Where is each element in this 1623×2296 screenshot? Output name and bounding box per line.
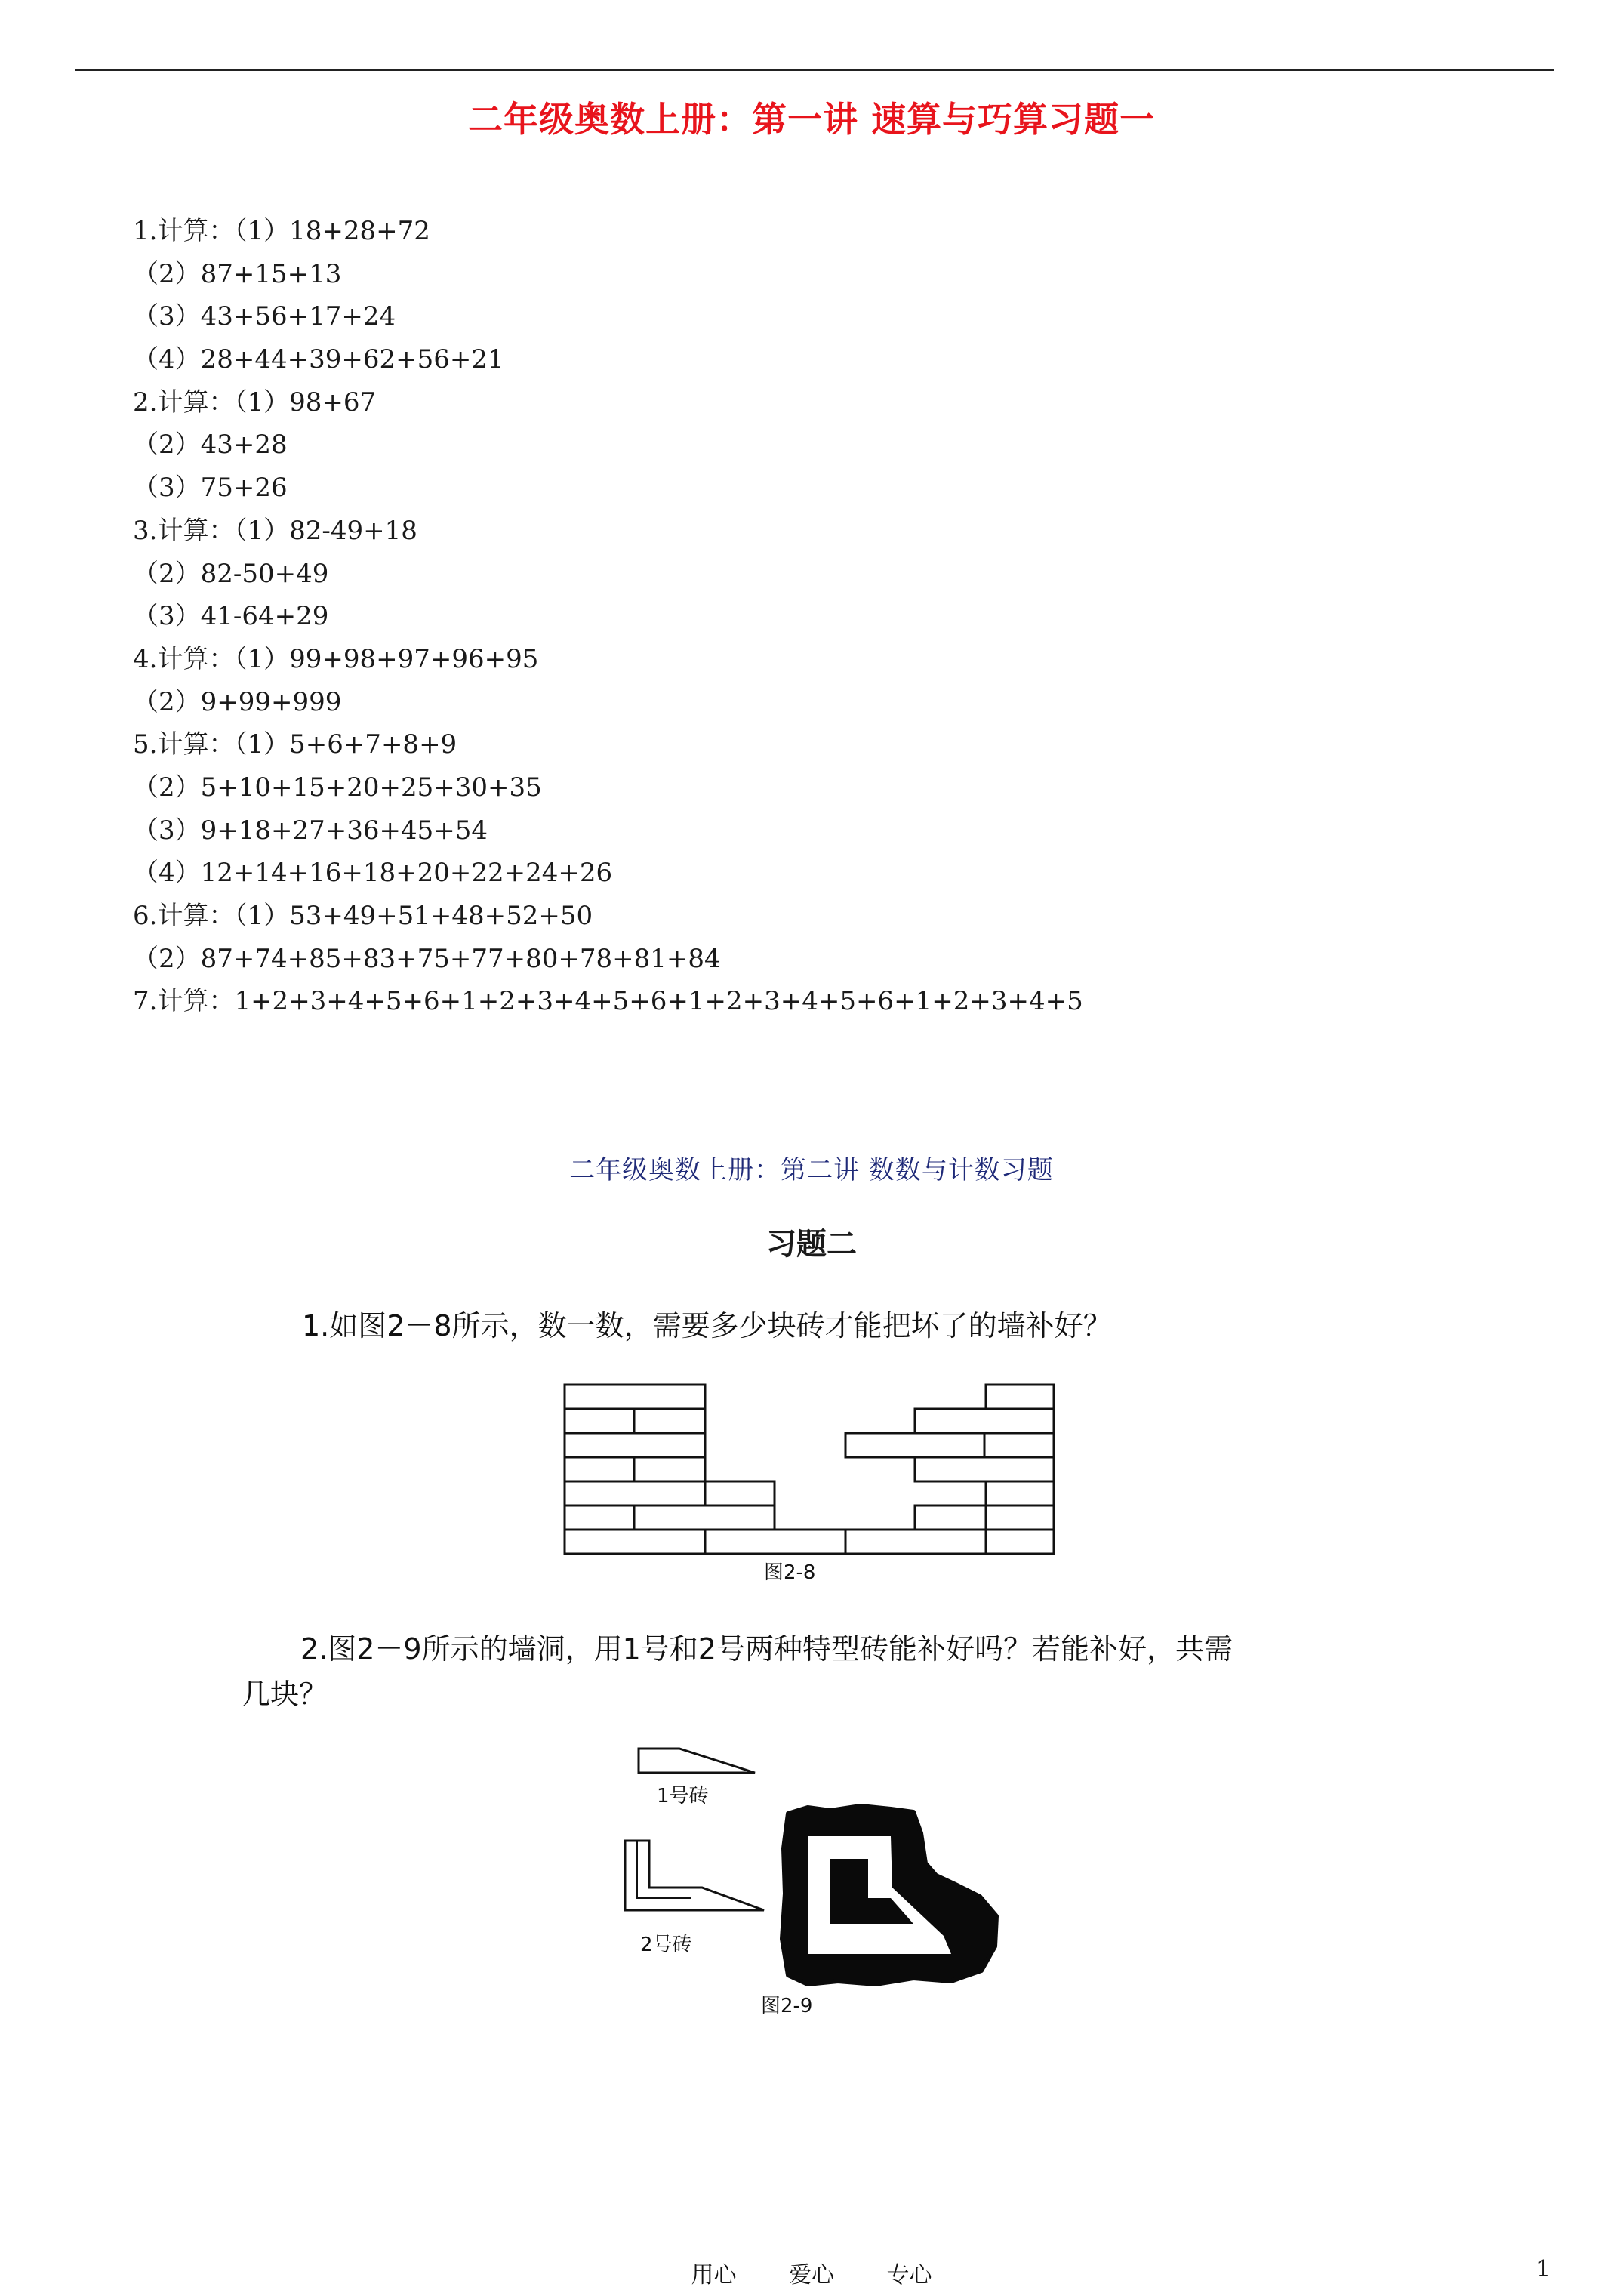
section2-title: 二年级奥数上册：第二讲 数数与计数习题 bbox=[569, 1155, 1054, 1185]
exercise-line: （4）28+44+39+62+56+21 bbox=[133, 344, 504, 375]
exercise-line: （2）82-50+49 bbox=[133, 558, 329, 589]
exercise-line: 7.计算：1+2+3+4+5+6+1+2+3+4+5+6+1+2+3+4+5+6+1+2+3+4+5 bbox=[133, 986, 1083, 1017]
footer-word: 用心 bbox=[691, 2262, 737, 2288]
exercise-line: 2.计算：（1）98+67 bbox=[133, 387, 377, 418]
footer-word: 爱心 bbox=[789, 2262, 834, 2288]
exercise-line: （4）12+14+16+18+20+22+24+26 bbox=[133, 858, 613, 889]
exercise-list bbox=[133, 210, 1083, 1023]
brick-2-label: 2号砖 bbox=[640, 1934, 692, 1956]
exercise-heading: 习题二 bbox=[766, 1227, 857, 1262]
brick-1-label: 1号砖 bbox=[657, 1785, 709, 1808]
exercise-line: 4.计算：（1）99+98+97+96+95 bbox=[133, 643, 539, 674]
figure-2-9-caption: 图2-9 bbox=[761, 1995, 813, 2017]
exercise-line: 3.计算：（1）82-49+18 bbox=[133, 515, 417, 546]
exercise-line: （2）43+28 bbox=[133, 430, 288, 461]
exercise-line: （3）43+56+17+24 bbox=[133, 301, 396, 332]
exercise-line: （3）75+26 bbox=[133, 473, 288, 504]
exercise-line: （3）41-64+29 bbox=[133, 601, 329, 632]
header-rule bbox=[75, 69, 1554, 71]
brick-1-shape bbox=[634, 1744, 762, 1782]
exercise-line: 5.计算：（1）5+6+7+8+9 bbox=[133, 729, 457, 760]
exercise-line: （2）5+10+15+20+25+30+35 bbox=[133, 772, 542, 803]
exercise-line: 6.计算：（1）53+49+51+48+52+50 bbox=[133, 901, 593, 931]
wall-hole-figure bbox=[778, 1803, 1004, 1992]
question-2-line-2: 几块？ bbox=[242, 1678, 328, 1711]
question-1: 1.如图2－8所示，数一数，需要多少块砖才能把坏了的墙补好？ bbox=[302, 1309, 1112, 1342]
exercise-line: （2）87+15+13 bbox=[133, 258, 342, 289]
brick-wall-figure bbox=[559, 1380, 1057, 1569]
exercise-line: （3）9+18+27+36+45+54 bbox=[133, 815, 488, 846]
exercise-line: （2）87+74+85+83+75+77+80+78+81+84 bbox=[133, 943, 721, 974]
footer bbox=[0, 2256, 1623, 2289]
page-number: 1 bbox=[1536, 2256, 1551, 2282]
footer-word: 专心 bbox=[886, 2262, 932, 2288]
question-2-line-1: 2.图2－9所示的墙洞，用1号和2号两种特型砖能补好吗？若能补好，共需 bbox=[300, 1632, 1233, 1666]
exercise-line: 1.计算：（1）18+28+72 bbox=[133, 216, 430, 246]
figure-2-8-caption: 图2-8 bbox=[764, 1561, 816, 1584]
exercise-line: （2）9+99+999 bbox=[133, 686, 342, 717]
section1-title: 二年级奥数上册：第一讲 速算与巧算习题一 bbox=[467, 99, 1155, 140]
brick-2-shape bbox=[619, 1835, 770, 1918]
